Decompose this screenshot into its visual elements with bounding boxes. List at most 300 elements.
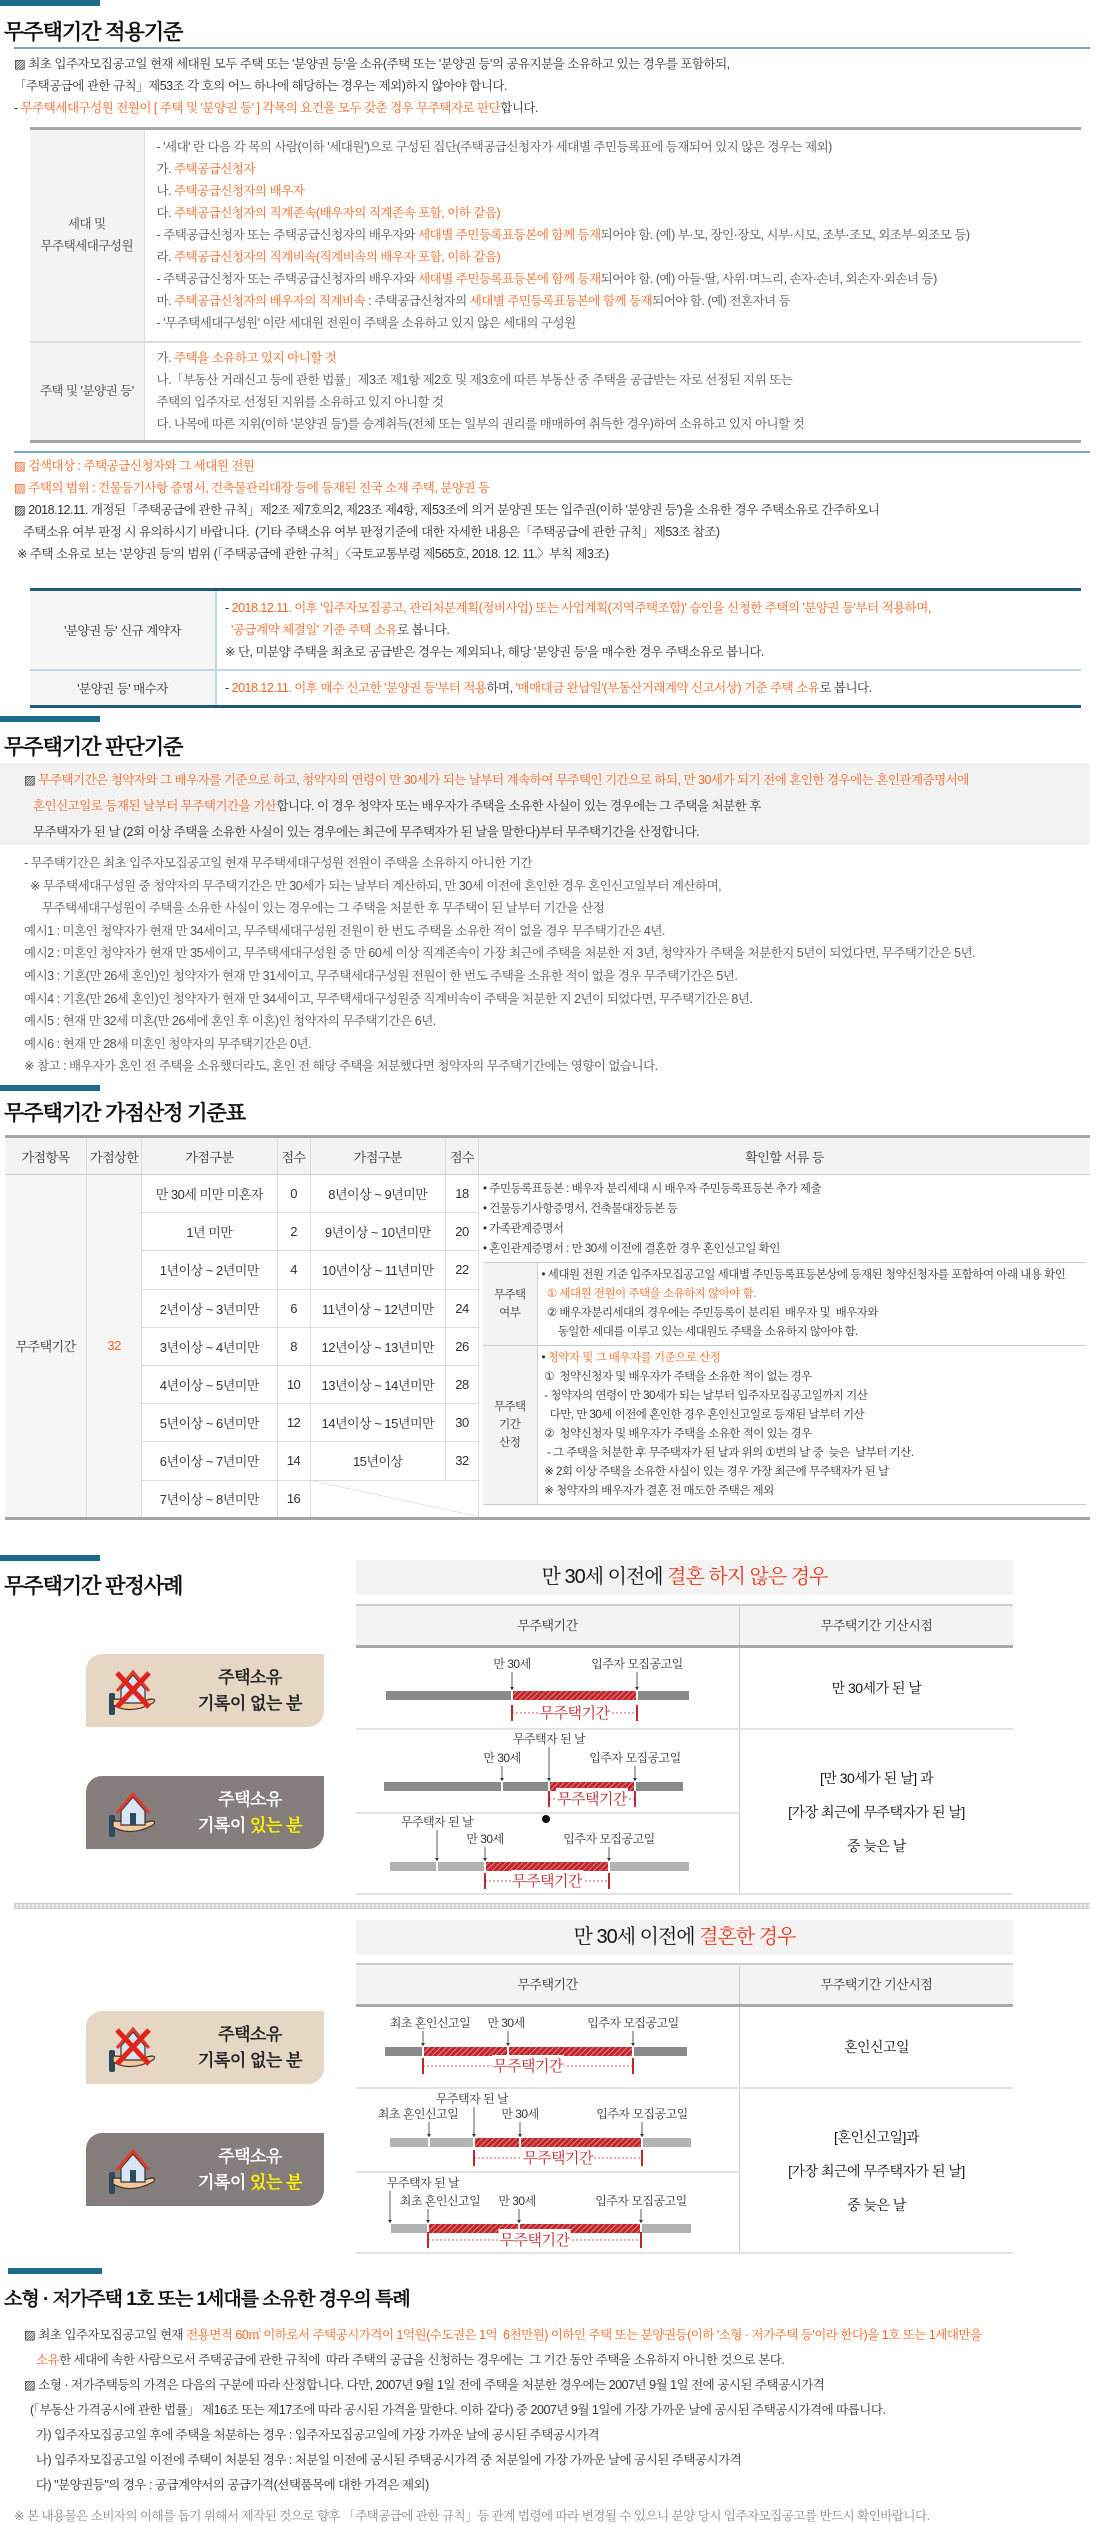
- period-cell: 만 30세 미만 미혼자: [142, 1175, 278, 1213]
- timeline-cell: [356, 2089, 740, 2252]
- column-header: 무주택기간: [356, 1606, 740, 1645]
- text-segment: ※ 무주택세대구성원 중 청약자의 무주택기간은 만 30세가 되는 날부터 계산하되, 만 30세 이전에 혼인한 경우 혼인신고일부터 계산하며,: [24, 878, 722, 893]
- marker-label: 입주자 모집공고일: [595, 2194, 687, 2208]
- timeline-gap: [507, 2047, 509, 2056]
- timeline-gap: [427, 2224, 429, 2233]
- row-label: '분양권 등' 매수자: [30, 670, 216, 707]
- score-cell: 2: [277, 1213, 310, 1251]
- marker-label: 입주자 모집공고일: [563, 1832, 655, 1846]
- house-crossed-icon: [86, 1654, 176, 1727]
- text-segment: 무주택자가 된 날 (2회 이상 주택을 소유한 사실이 있는 경우에는 최근에 무주택자가 된 날을 말한다)부터 무주택기간을 산정합니다.: [24, 825, 700, 839]
- text-line: [225, 597, 1073, 619]
- text-segment: [24, 2353, 36, 2367]
- section-title: 무주택기간 적용기준: [4, 21, 183, 44]
- text-line: [14, 477, 879, 499]
- timeline-gap: [634, 1782, 636, 1791]
- timeline-cell: [356, 1648, 740, 1728]
- badge-no-ownership: [86, 2011, 324, 2084]
- badge-line: 주택소유: [218, 1667, 282, 1687]
- text-line: [157, 290, 1070, 312]
- text-segment: 예시4 : 기혼(만 26세 혼인)인 청약자가 현재 만 34세이고, 무주택세대구성원중 직계비속이 주택을 처분한 지 2년이 되었다면, 무주택기간은 8년.: [24, 991, 753, 1006]
- badge-no-ownership: [86, 1654, 324, 1727]
- text-segment: - 주택공급신청자 또는 주택공급신청자의 배우자와: [156, 272, 419, 287]
- sub-label: [483, 1263, 537, 1346]
- marker-label: 만 30세: [501, 2107, 539, 2121]
- start-point-text: 만 30세가 된 날: [831, 1680, 922, 1696]
- text-line: [24, 2448, 982, 2473]
- section-separator: [14, 1903, 1090, 1909]
- start-point-text: [만 30세가 된 날] 과: [819, 1769, 934, 1786]
- table-body: [5, 1175, 1090, 1519]
- text-segment: ① 청약신청자 및 배우자가 주택을 소유한 적이 없는 경우: [541, 1371, 812, 1383]
- marker-label: 최초 혼인신고일: [377, 2107, 459, 2121]
- sub-content: [537, 1346, 1086, 1505]
- text-line: [24, 965, 975, 988]
- score-cell: 30: [446, 1404, 479, 1442]
- text-segment: - 청약자의 연령이 만 30세가 되는 날부터 입주자모집공고일까지 기산: [541, 1390, 868, 1402]
- table-row: [30, 342, 1081, 442]
- score-cell: 28: [446, 1365, 479, 1403]
- column-header: 무주택기간: [356, 1965, 740, 2004]
- heading-text: 만 30세 이전에: [573, 1926, 700, 1948]
- text-line: [24, 1010, 975, 1033]
- marker-arrow: [472, 2134, 476, 2137]
- case-row: [356, 1730, 1013, 1895]
- timeline-diagram: [356, 2089, 740, 2171]
- text-segment: - '무주택세대구성원' 이란 세대원 전원이 주택을 소유하고 있지 않은 세대의 구성원: [156, 316, 576, 331]
- house-crossed-icon: [86, 2011, 176, 2084]
- score-cell: 10: [277, 1365, 310, 1403]
- text-line: [483, 1199, 1086, 1219]
- section-bar: [0, 1555, 100, 1561]
- no-house-period-bar: [474, 2138, 642, 2147]
- marker-label: 입주자 모집공고일: [591, 1657, 683, 1671]
- timeline-gap: [519, 2138, 521, 2147]
- score-cell: 26: [446, 1327, 479, 1365]
- text-segment: 주택의 입주자로 선정된 지위를 소유하고 있지 아니할 것: [156, 395, 444, 410]
- timeline-gap: [632, 2047, 634, 2056]
- max-score-cell: 32: [87, 1175, 142, 1519]
- dot-marker: [542, 1815, 550, 1823]
- badge-highlight: 있는 분: [250, 1815, 302, 1835]
- marker-label: 입주자 모집공고일: [587, 2016, 679, 2030]
- text-segment: 합니다. 이 경우 청약자 또는 배우자가 주택을 소유한 사실이 있는 경우에는 그 주택을 처분한 후: [276, 799, 761, 813]
- score-cell: 12: [277, 1404, 310, 1442]
- start-point-text: [가장 최근에 무주택자가 된 날]: [788, 1803, 965, 1820]
- text-line: [24, 793, 1066, 819]
- highlight-text: ▨ 검색대상 : 주택공급신청자와 그 세대원 전원: [14, 459, 255, 473]
- text-segment: 나) 입주자모집공고일 이전에 주택이 처분된 경우 : 처분일 이전에 공시된 주택공시가격 중 처분일에 가장 가까운 날에 공시된 주택공시가격: [24, 2453, 742, 2467]
- section-title: 무주택기간 가점산정 기준표: [4, 1102, 246, 1125]
- period-cell: 5년이상 ~ 6년미만: [142, 1404, 278, 1442]
- section-bar: [8, 2268, 102, 2274]
- timeline-gap: [422, 2047, 424, 2056]
- highlight-text: 세대별 주민등록표등본에 함께 등재: [469, 294, 653, 309]
- text-line: [24, 1055, 975, 1078]
- timeline-gap: [473, 2138, 475, 2147]
- text-line: [483, 1179, 1086, 1199]
- text-line: [225, 619, 1073, 641]
- highlight-text: '매매대금 완납일'(부동산거래계약 신고서상) 기준 주택 소유: [515, 681, 820, 695]
- text-line: [24, 875, 975, 898]
- period-cell: 7년이상 ~ 8년미만: [142, 1480, 278, 1518]
- text-line: [542, 1304, 1083, 1323]
- case-row: [356, 1648, 1013, 1730]
- marker-arrow: [388, 2220, 392, 2223]
- marker-arrow: [426, 2220, 430, 2223]
- timeline-gap: [389, 2224, 391, 2233]
- heading-highlight: 결혼한 경우: [699, 1926, 796, 1948]
- table-row: [30, 590, 1081, 671]
- badge-line: 주택소유: [218, 2024, 282, 2044]
- text-line: [157, 224, 1070, 246]
- text-line: [14, 543, 879, 565]
- highlight-text: 주택을 소유하고 있지 아니할 것: [174, 351, 337, 366]
- marker-label: 만 30세: [466, 1832, 504, 1846]
- marker-arrow: [435, 1858, 439, 1861]
- special-case-text: [24, 2323, 982, 2498]
- period-cell: 12년이상 ~ 13년미만: [310, 1327, 446, 1365]
- column-header: 가점구분: [142, 1137, 278, 1175]
- timeline-gap: [511, 1691, 513, 1700]
- period-cell: 8년이상 ~ 9년미만: [310, 1175, 446, 1213]
- text-segment: 「주택공급에 관한 규칙」제53조 각 호의 어느 하나에 해당하는 경우는 제외)하지 않아야 합니다.: [14, 79, 507, 93]
- text-line: [14, 455, 879, 477]
- text-line: [157, 202, 1070, 224]
- text-segment: 라.: [156, 250, 175, 265]
- text-segment: 가.: [156, 162, 175, 177]
- text-line: [542, 1387, 1083, 1406]
- text-segment: 예시1 : 미혼인 청약자가 현재 만 34세이고, 무주택세대구성원 전원이 한 번도 주택을 소유한 적이 없을 경우 무주택기간은 4년.: [24, 923, 665, 938]
- text-segment: 로 봅니다.: [397, 623, 450, 637]
- highlight-text: 주택공급신청자의 직계비속(직계비속의 배우자 포함, 이하 같음): [174, 250, 501, 265]
- score-table: [5, 1135, 1090, 1520]
- text-line: [14, 75, 730, 97]
- timeline-gap: [608, 1862, 610, 1871]
- text-segment: • 건물등기사항증명서, 건축물대장등본 등: [483, 1203, 678, 1215]
- timeline-gap: [484, 1862, 486, 1871]
- text-segment: • 혼인관계증명서 : 만 30세 이전에 결혼한 경우 혼인신고일 확인: [483, 1243, 780, 1255]
- text-line: [24, 920, 975, 943]
- start-point-text: [가장 최근에 무주택자가 된 날]: [788, 2162, 965, 2179]
- score-cell: 14: [277, 1442, 310, 1480]
- text-segment: • 가족관계증명서: [483, 1223, 564, 1235]
- period-cell: 9년이상 ~ 10년미만: [310, 1213, 446, 1251]
- period-cell: 6년이상 ~ 7년미만: [142, 1442, 278, 1480]
- case-heading: [356, 1920, 1013, 1955]
- text-line: [542, 1323, 1083, 1342]
- column-header: 점수: [446, 1137, 479, 1175]
- badge-line: [176, 1813, 324, 1839]
- marker-label: 무주택자 된 날: [400, 1815, 474, 1829]
- highlight-text: '공급계약 체결일' 기준 주택 소유: [230, 623, 398, 637]
- marker-label: 만 30세: [483, 1751, 521, 1765]
- text-line: [542, 1349, 1083, 1368]
- text-line: [542, 1425, 1083, 1444]
- column-header: 무주택기간 기산시점: [820, 1977, 933, 1992]
- start-point-text: 혼인신고일: [843, 2039, 910, 2055]
- timeline-gap: [636, 1691, 638, 1700]
- text-line: [24, 942, 975, 965]
- table-header-row: [5, 1137, 1090, 1175]
- highlight-text: 주택공급신청자: [174, 162, 256, 177]
- divider: [14, 47, 1090, 49]
- highlight-text: 2018.12.11. 이후 '입주자모집공고, 관리처분계획(정비사업) 또는 사업계획(지역주택조합)' 승인을 신청한 주택의 '분양권 등'부터 적용하며,: [231, 601, 931, 615]
- timeline-bar: [384, 1782, 683, 1791]
- badge-label: [176, 2144, 324, 2196]
- text-line: [14, 521, 879, 543]
- badge-text: 기록이: [198, 2172, 250, 2192]
- row-label: 주택 및 '분양권 등': [30, 342, 144, 442]
- marker-label: 만 30세: [498, 2194, 536, 2208]
- start-point-cell: [740, 2089, 1013, 2252]
- badge-line: 기록이 없는 분: [198, 2050, 302, 2070]
- text-segment: 가.: [156, 351, 175, 366]
- case-row: [356, 2007, 1013, 2089]
- text-segment: - 그 주택을 처분한 후 무주택자가 된 날과 위의 ①번의 날 중 늦은 날부터 기산.: [541, 1447, 914, 1459]
- marker-arrow: [427, 2134, 431, 2137]
- label-line: 무주택: [493, 1289, 526, 1301]
- text-segment: 예시5 : 현재 만 32세 미혼(만 26세에 혼인 후 이혼)인 청약자의 무주택기간은 6년.: [24, 1014, 436, 1029]
- marker-label: 최초 혼인신고일: [389, 2016, 471, 2030]
- text-segment: (「부동산 가격공시에 관한 법률」 제16조 또는 제17조에 따라 공시된 가격을 말한다. 이하 같다) 중 2007년 9월 1일에 가장 가까운 날에 공시된 주택공시가격에 따릅니다.: [24, 2403, 886, 2417]
- period-cell: 13년이상 ~ 14년미만: [310, 1365, 446, 1403]
- section-bar: [0, 1085, 100, 1091]
- criteria-box: [0, 763, 1090, 845]
- text-segment: 되어야 함. (예) 전혼자녀 등: [652, 294, 791, 309]
- text-line: [24, 2423, 982, 2448]
- text-line: [24, 819, 1066, 845]
- column-header: 가점항목: [5, 1137, 87, 1175]
- text-segment: 되어야 함. (예) 아들·딸, 사위·며느리, 손자·손녀, 외손자·외손녀 등): [600, 272, 937, 287]
- footnote: ※ 본 내용물은 소비자의 이해를 돕기 위해서 제작된 것으로 향후 「주택공급에 관한 규칙」등 관계 법령에 따라 변경될 수 있으니 분양 당시 입주자모집공고를 반드시 확인바랍니다.: [14, 2509, 930, 2523]
- text-line: [542, 1482, 1083, 1501]
- text-segment: ※ 청약자의 배우자가 결혼 전 매도한 주택은 제외: [541, 1485, 774, 1497]
- text-segment: ▨ 2018.12.11. 개정된「주택공급에 관한 규칙」제2조 제7호의2, 제23조 제4항, 제53조에 의거 분양권 또는 입주권(이하 '분양권 등')을 소유한 경우 주택소유로 간주하오니: [14, 503, 880, 517]
- marker-label: 만 30세: [493, 1657, 531, 1671]
- documents-subtable: [483, 1262, 1086, 1505]
- period-cell: 11년이상 ~ 12년미만: [310, 1289, 446, 1327]
- text-segment: 하며,: [486, 681, 516, 695]
- text-line: [24, 767, 1066, 793]
- marker-arrow: [640, 2134, 644, 2137]
- no-house-period-bar: [485, 1862, 609, 1871]
- table-row: [30, 129, 1081, 342]
- text-segment: ※ 단, 미분양 주택을 최초로 공급받은 경우는 제외되나, 해당 '분양권 등'을 매수한 경우 주택소유로 봅니다.: [225, 645, 764, 659]
- text-line: [14, 53, 730, 75]
- badge-label: [176, 1665, 324, 1717]
- text-segment: 주택소유 여부 판정 시 유의하시기 바랍니다. (기타 주택소유 여부 판정기준에 대한 자세한 내용은「주택공급에 관한 규칙」제53조 참조): [14, 525, 720, 539]
- marker-arrow: [547, 1778, 551, 1781]
- column-header: 무주택기간 기산시점: [820, 1618, 933, 1633]
- row-content: [144, 342, 1081, 442]
- text-line: [157, 312, 1070, 334]
- marker-label: 무주택자 된 날: [435, 2092, 509, 2106]
- text-segment: •: [541, 1352, 548, 1364]
- marker-arrow: [510, 1687, 514, 1690]
- text-line: [542, 1444, 1083, 1463]
- text-line: [157, 268, 1070, 290]
- label-line: 세대 및: [67, 217, 106, 232]
- period-label: 무주택기간: [499, 2232, 570, 2249]
- text-segment: 로 봅니다.: [819, 681, 872, 695]
- column-header: 가점구분: [310, 1137, 446, 1175]
- text-segment: [24, 799, 33, 813]
- timeline-gap: [548, 1782, 550, 1791]
- marker-arrow: [517, 2220, 521, 2223]
- text-line: [225, 641, 1073, 663]
- table-row: [30, 670, 1081, 707]
- start-point-cell: [740, 1730, 1013, 1893]
- text-segment: -: [225, 681, 232, 695]
- marker-arrow: [421, 2043, 425, 2046]
- text-line: [225, 677, 1073, 699]
- marker-arrow: [633, 1778, 637, 1781]
- period-label: 무주택기간: [539, 1705, 610, 1722]
- text-line: [24, 852, 975, 875]
- text-line: [157, 347, 1070, 369]
- text-segment: 마.: [156, 294, 175, 309]
- marker-label: 최초 혼인신고일: [399, 2194, 481, 2208]
- highlight-text: 소유: [35, 2353, 60, 2367]
- badge-line: 주택소유: [218, 1789, 282, 1809]
- badge-line: 주택소유: [218, 2146, 282, 2166]
- row-content: [144, 129, 1081, 342]
- period-cell: 2년이상 ~ 3년미만: [142, 1289, 278, 1327]
- period-cell: 3년이상 ~ 4년미만: [142, 1327, 278, 1365]
- highlight-text: 주택공급신청자의 배우자: [174, 184, 305, 199]
- start-point-text: 중 늦은 날: [847, 1837, 906, 1854]
- case-heading: [356, 1560, 1013, 1595]
- score-cell: 4: [277, 1251, 310, 1289]
- score-cell: 16: [277, 1480, 310, 1518]
- text-segment: - '세대' 란 다음 각 목의 사람(이하 '세대원')으로 구성된 집단(주택공급신청자가 세대별 주민등록표에 등재되어 있지 않은 경우는 제외): [156, 140, 832, 155]
- text-line: [542, 1368, 1083, 1387]
- start-point-text: [혼인신고일]과: [834, 2128, 919, 2145]
- highlight-text: 주택공급신청자의 직계존속(배우자의 직계존속 포함, 이하 같음): [174, 206, 501, 221]
- house-in-hand-icon: [86, 1776, 176, 1849]
- text-line: [542, 1406, 1083, 1425]
- text-segment: • 주민등록표등본 : 배우자 분리세대 시 배우자 주민등록표등본 추가 제출: [483, 1183, 822, 1195]
- heading-highlight: 결혼 하지 않은 경우: [667, 1566, 828, 1588]
- text-segment: ▨ 소형 · 저가주택등의 가격은 다음의 구분에 따라 산정합니다. 다만, 2007년 9월 1일 전에 주택을 처분한 경우에는 2007년 9월 1일 전에 공시된 주택공시가격: [24, 2378, 825, 2392]
- text-segment: ※ 참고 : 배우자가 혼인 전 주택을 소유했더라도, 혼인 전 해당 주택을 처분했다면 청약자의 무주택기간에는 영향이 없습니다.: [24, 1059, 658, 1074]
- badge-line: 기록이 없는 분: [198, 1693, 302, 1713]
- badge-has-ownership: [86, 2133, 324, 2206]
- text-line: [24, 2373, 982, 2398]
- row-label: '분양권 등' 신규 계약자: [30, 590, 216, 671]
- table-row: [483, 1263, 1086, 1346]
- period-cell: 4년이상 ~ 5년미만: [142, 1365, 278, 1403]
- highlight-text: 전용면적 60㎡ 이하로서 주택공시가격이 1억원(수도권은 1억 6천만원) 이하인 주택 또는 분양권등(이하 '소형 · 저가주택 등'이라 한다)을 1호 또는 1세대만을: [186, 2328, 982, 2342]
- badge-label: [176, 1787, 324, 1839]
- text-segment: ▨ 최초 입주자모집공고일 현재 세대원 모두 주택 또는 '분양권 등'을 소유(주택 또는 '분양권 등'의 공유지분을 소유하고 있는 경우를 포함하되,: [14, 57, 730, 71]
- documents-cell: [479, 1175, 1091, 1519]
- text-segment: 다만, 만 30세 이전에 혼인한 경우 혼인신고일로 등재된 날부터 기산: [541, 1409, 865, 1421]
- badge-label: [176, 2022, 324, 2074]
- text-segment: 동일한 세대를 이루고 있는 세대원도 주택을 소유하지 않아야 함.: [541, 1326, 858, 1338]
- column-header: 확인할 서류 등: [479, 1137, 1091, 1175]
- label-line: 여부: [499, 1307, 521, 1319]
- score-cell: 18: [446, 1175, 479, 1213]
- timeline-diagram: [356, 2007, 740, 2087]
- criteria-list: [24, 852, 975, 1078]
- item-cell: 무주택기간: [5, 1175, 87, 1519]
- text-segment: 합니다.: [500, 101, 538, 115]
- highlight-text: 청약자 및 그 배우자를 기준으로 산정: [547, 1352, 721, 1364]
- highlight-text: 혼인신고일로 등재된 날부터 무주택기간을 기산: [32, 799, 277, 813]
- marker-arrow: [631, 2043, 635, 2046]
- text-segment: 예시6 : 현재 만 28세 미혼인 청약자의 무주택기간은 0년.: [24, 1036, 312, 1051]
- badge-line: [176, 2170, 324, 2196]
- section-title: 무주택기간 판정사례: [4, 1575, 183, 1598]
- timeline-cell: [356, 2007, 740, 2087]
- timeline-diagram: [356, 1730, 740, 1812]
- section-title: 소형 · 저가주택 1호 또는 1세대를 소유한 경우의 특례: [4, 2289, 410, 2310]
- text-segment: -: [14, 101, 21, 115]
- empty-cell: [310, 1480, 478, 1518]
- marker-label: 무주택자 된 날: [512, 1732, 586, 1746]
- text-segment: 되어야 함. (예) 부·모, 장인·장모, 시부·시모, 조부·조모, 외조부·외조모 등): [600, 228, 970, 243]
- period-label: 무주택기간: [557, 1791, 627, 1808]
- heading-text: 만 30세 이전에: [541, 1566, 668, 1588]
- badge-text: 기록이: [198, 1815, 250, 1835]
- text-line: [157, 158, 1070, 180]
- section-bar: [0, 716, 100, 722]
- text-line: [157, 180, 1070, 202]
- highlight-text: 무주택세대구성원 전원이 [ 주택 및 '분양권 등' ] 각목의 요건을 모두 갖춘 경우 무주택자로 판단: [20, 101, 501, 115]
- label-line: 산정: [499, 1437, 521, 1449]
- score-cell: 0: [277, 1175, 310, 1213]
- highlight-text: ① 세대원 전원이 주택을 소유하지 않아야 함.: [546, 1288, 756, 1300]
- text-segment: 한 세대에 속한 사람으로서 주택공급에 관한 규칙에 따라 주택의 공급을 신청하는 경우에는 그 기간 동안 주택을 소유하지 아니한 것으로 본다.: [59, 2353, 785, 2367]
- column-header: 가점상한: [87, 1137, 142, 1175]
- timeline-gap: [436, 1862, 438, 1871]
- marker-arrow: [500, 1778, 504, 1781]
- text-line: [24, 988, 975, 1011]
- section-title: 무주택기간 판단기준: [4, 736, 183, 759]
- timeline-gap: [641, 2138, 643, 2147]
- timeline-gap: [640, 2224, 642, 2233]
- marker-label: 입주자 모집공고일: [596, 2107, 688, 2121]
- text-segment: ※ 2회 이상 주택을 소유한 사실이 있는 경우 가장 최근에 무주택자가 된 날: [541, 1466, 889, 1478]
- text-line: [542, 1285, 1083, 1304]
- text-line: [157, 246, 1070, 268]
- sub-content: [537, 1263, 1086, 1346]
- text-segment: 다. 나목에 따른 지위(이하 '분양권 등')를 승계취득(전체 또는 일부의 권리를 매매하여 취득한 경우)하여 소유하고 있지 아니할 것: [156, 417, 805, 432]
- badge-highlight: 있는 분: [250, 2172, 302, 2192]
- score-cell: 32: [446, 1442, 479, 1480]
- score-cell: 20: [446, 1213, 479, 1251]
- sub-label: [483, 1346, 537, 1505]
- label-line: 무주택: [493, 1401, 526, 1413]
- period-label: 무주택기간: [523, 2150, 593, 2167]
- score-cell: 22: [446, 1251, 479, 1289]
- period-label: 무주택기간: [493, 2058, 563, 2075]
- text-line: [24, 1033, 975, 1056]
- period-cell: 14년이상 ~ 15년미만: [310, 1404, 446, 1442]
- house-in-hand-icon: [86, 2133, 176, 2206]
- highlight-text: 세대별 주민등록표등본에 함께 등재: [418, 228, 601, 243]
- text-segment: : 주택공급신청자의: [365, 294, 470, 309]
- text-line: [483, 1239, 1086, 1259]
- marker-arrow: [506, 2043, 510, 2046]
- start-point-cell: [740, 2007, 1013, 2087]
- column-header: 점수: [277, 1137, 310, 1175]
- row-label: [30, 129, 144, 342]
- marker-label: 입주자 모집공고일: [589, 1751, 681, 1765]
- label-line: 기간: [499, 1419, 521, 1431]
